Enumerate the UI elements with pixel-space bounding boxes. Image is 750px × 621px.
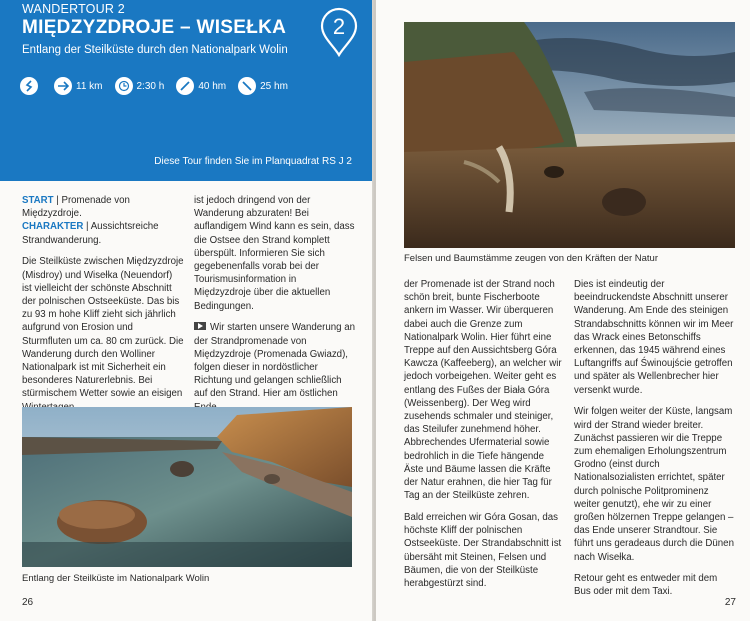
left-page [0,0,374,621]
tour-header [0,0,374,181]
photo-steilkueste [22,407,352,567]
ascent-icon [176,77,194,95]
clock-icon [115,77,133,95]
charakter-label: CHARAKTER [22,221,84,233]
stat-duration [115,77,165,95]
start-text: | Promenade von Międzyzdroje. [22,195,130,220]
intro-paragraph: Die Steilküste zwischen Międzyzdroje (Misdroy) und Wisełka (Neuendorf) ist vielleicht der schönste Abschnitt der polnischen Ostseeküste. Das bis zu 93 m hohe Kliff zieht sich jährlich aufgrund von Erosion und Sturmfluten um ca. 80 cm zurück. Die Wanderung durch den Wolliner Nationalpark ist mit Sicherheit ein besonderes Naturerlebnis. Bei stürmischem Wetter sowie an eisigen [22,256,184,400]
gosan-paragraph: Bald erreichen wir Góra Gosan, das höchste Kliff der polnischen Ostseeküste. Der Strandabschnitt ist übersäht mit Steinen, Felsen und Bäumen, die von der Steilküste herabgestürzt sind. [404,511,562,589]
descent-icon [238,77,256,95]
descent-value: 25 hm [260,80,288,92]
tour-number-badge [319,7,359,57]
right-page [376,0,750,621]
right-column-2 [574,278,734,599]
coast-paragraph: Wir folgen weiter der Küste, langsam wird der Strand wieder breiter. Zunächst passieren wir die Treppe zum ehemaligen Erholungszentrum Grodno (einst durch Nationalsozialisten errichtet, später durch polnische Politprominenz weiter genutzt), ehe wir zu einer großen hölzernen Treppe gelangen – das Ende unserer Strandtour. Sie führt uns geradeaus durch die Dünen nach Wisełka. [574,406,734,563]
return-paragraph: Retour geht es entweder mit dem Bus oder mit dem Taxi. [574,573,718,598]
stat-ascent [176,77,226,95]
planquadrat-note: Diese Tour finden Sie im Planquadrat RS J 2 [154,156,352,167]
caption-right: Felsen und Baumstämme zeugen von den Kräften der Natur [404,253,659,264]
start-label: START [22,195,54,206]
tour-title: MIĘDZYZDROJE – WISEŁKA [22,17,287,38]
route-start-icon [194,322,206,330]
distance-icon [54,77,72,95]
left-column-1 [22,194,184,414]
stat-distance [54,77,103,95]
page-number-left: 26 [22,597,34,608]
difficulty-icon [20,77,38,95]
right-column-1 [404,278,564,590]
distance-value: 11 km [76,80,103,92]
duration-value: 2:30 h [136,80,165,92]
stat-difficulty [20,77,42,95]
photo-felsen [404,22,735,248]
route-start-paragraph [194,321,356,413]
ascent-value: 40 hm [198,80,227,92]
left-column-2 [194,194,356,414]
tour-stats [20,77,300,95]
route-start-text: Wir starten unsere Wanderung an der Strandpromenade von Międzyzdroje (Promenada Gwiazd), folgen dieser in nordöstlicher Richtung und gelangen schließlich auf den Strand. Hier am östlichen [194,322,356,400]
stat-descent [238,77,288,95]
tour-label: WANDERTOUR 2 [22,2,125,16]
beach-paragraph: der Promenade ist der Strand noch schön breit, bunte Fischerboote ankern im Wasser. Wir überqueren dabei auch die Grenze zum Nationalpark Wolin. Hier führt eine Treppe auf den Aussichtsberg Góra Kawcza (Kaffeeberg), an welcher wir jedoch vorbeigehen. Weiter geht es entlang des Fußes der Biała Góra (Weissenberg). Der Weg wird zusehends schmaler und steiniger, das Steilufer zunehmend höher. Abbrechendes Ufermaterial sowie bedrohlich in die Tiefe hängende Äste und Bäume lassen die Kräfte der Natur erahnen, die hier Tag für Tag an der Steilküste zehren. [404,279,562,502]
caption-left: Entlang der Steilküste im Nationalpark Wolin [22,573,210,584]
page-number-right: 27 [724,597,736,608]
charakter-text: | Aussichtsreiche Strandwanderung. [22,221,159,246]
svg-text:2: 2 [332,14,346,39]
wreck-paragraph: Dies ist eindeutig der beeindruckendste Abschnitt unserer Wanderung. Am Ende des steinigen Strandabschnitts können wir im Meer das Wrack eines Betonschiffs erkennen, das 1945 während eines Luftangriffs auf Świnoujście getroffen und später als Wellenbrecher hier versenkt wurde. [574,279,734,396]
warning-paragraph: ist jedoch dringend von der Wanderung abzuraten! Bei auflandigem Wind kann es sein, dass die Ostsee den Strand komplett überspült. Informieren Sie sich gegebenenfalls vorab bei der Tourismusinformation in Międzyzdroje über die aktuellen Bedingungen. [194,195,355,312]
tour-subtitle: Entlang der Steilküste durch den Nationalpark Wolin [22,44,288,56]
